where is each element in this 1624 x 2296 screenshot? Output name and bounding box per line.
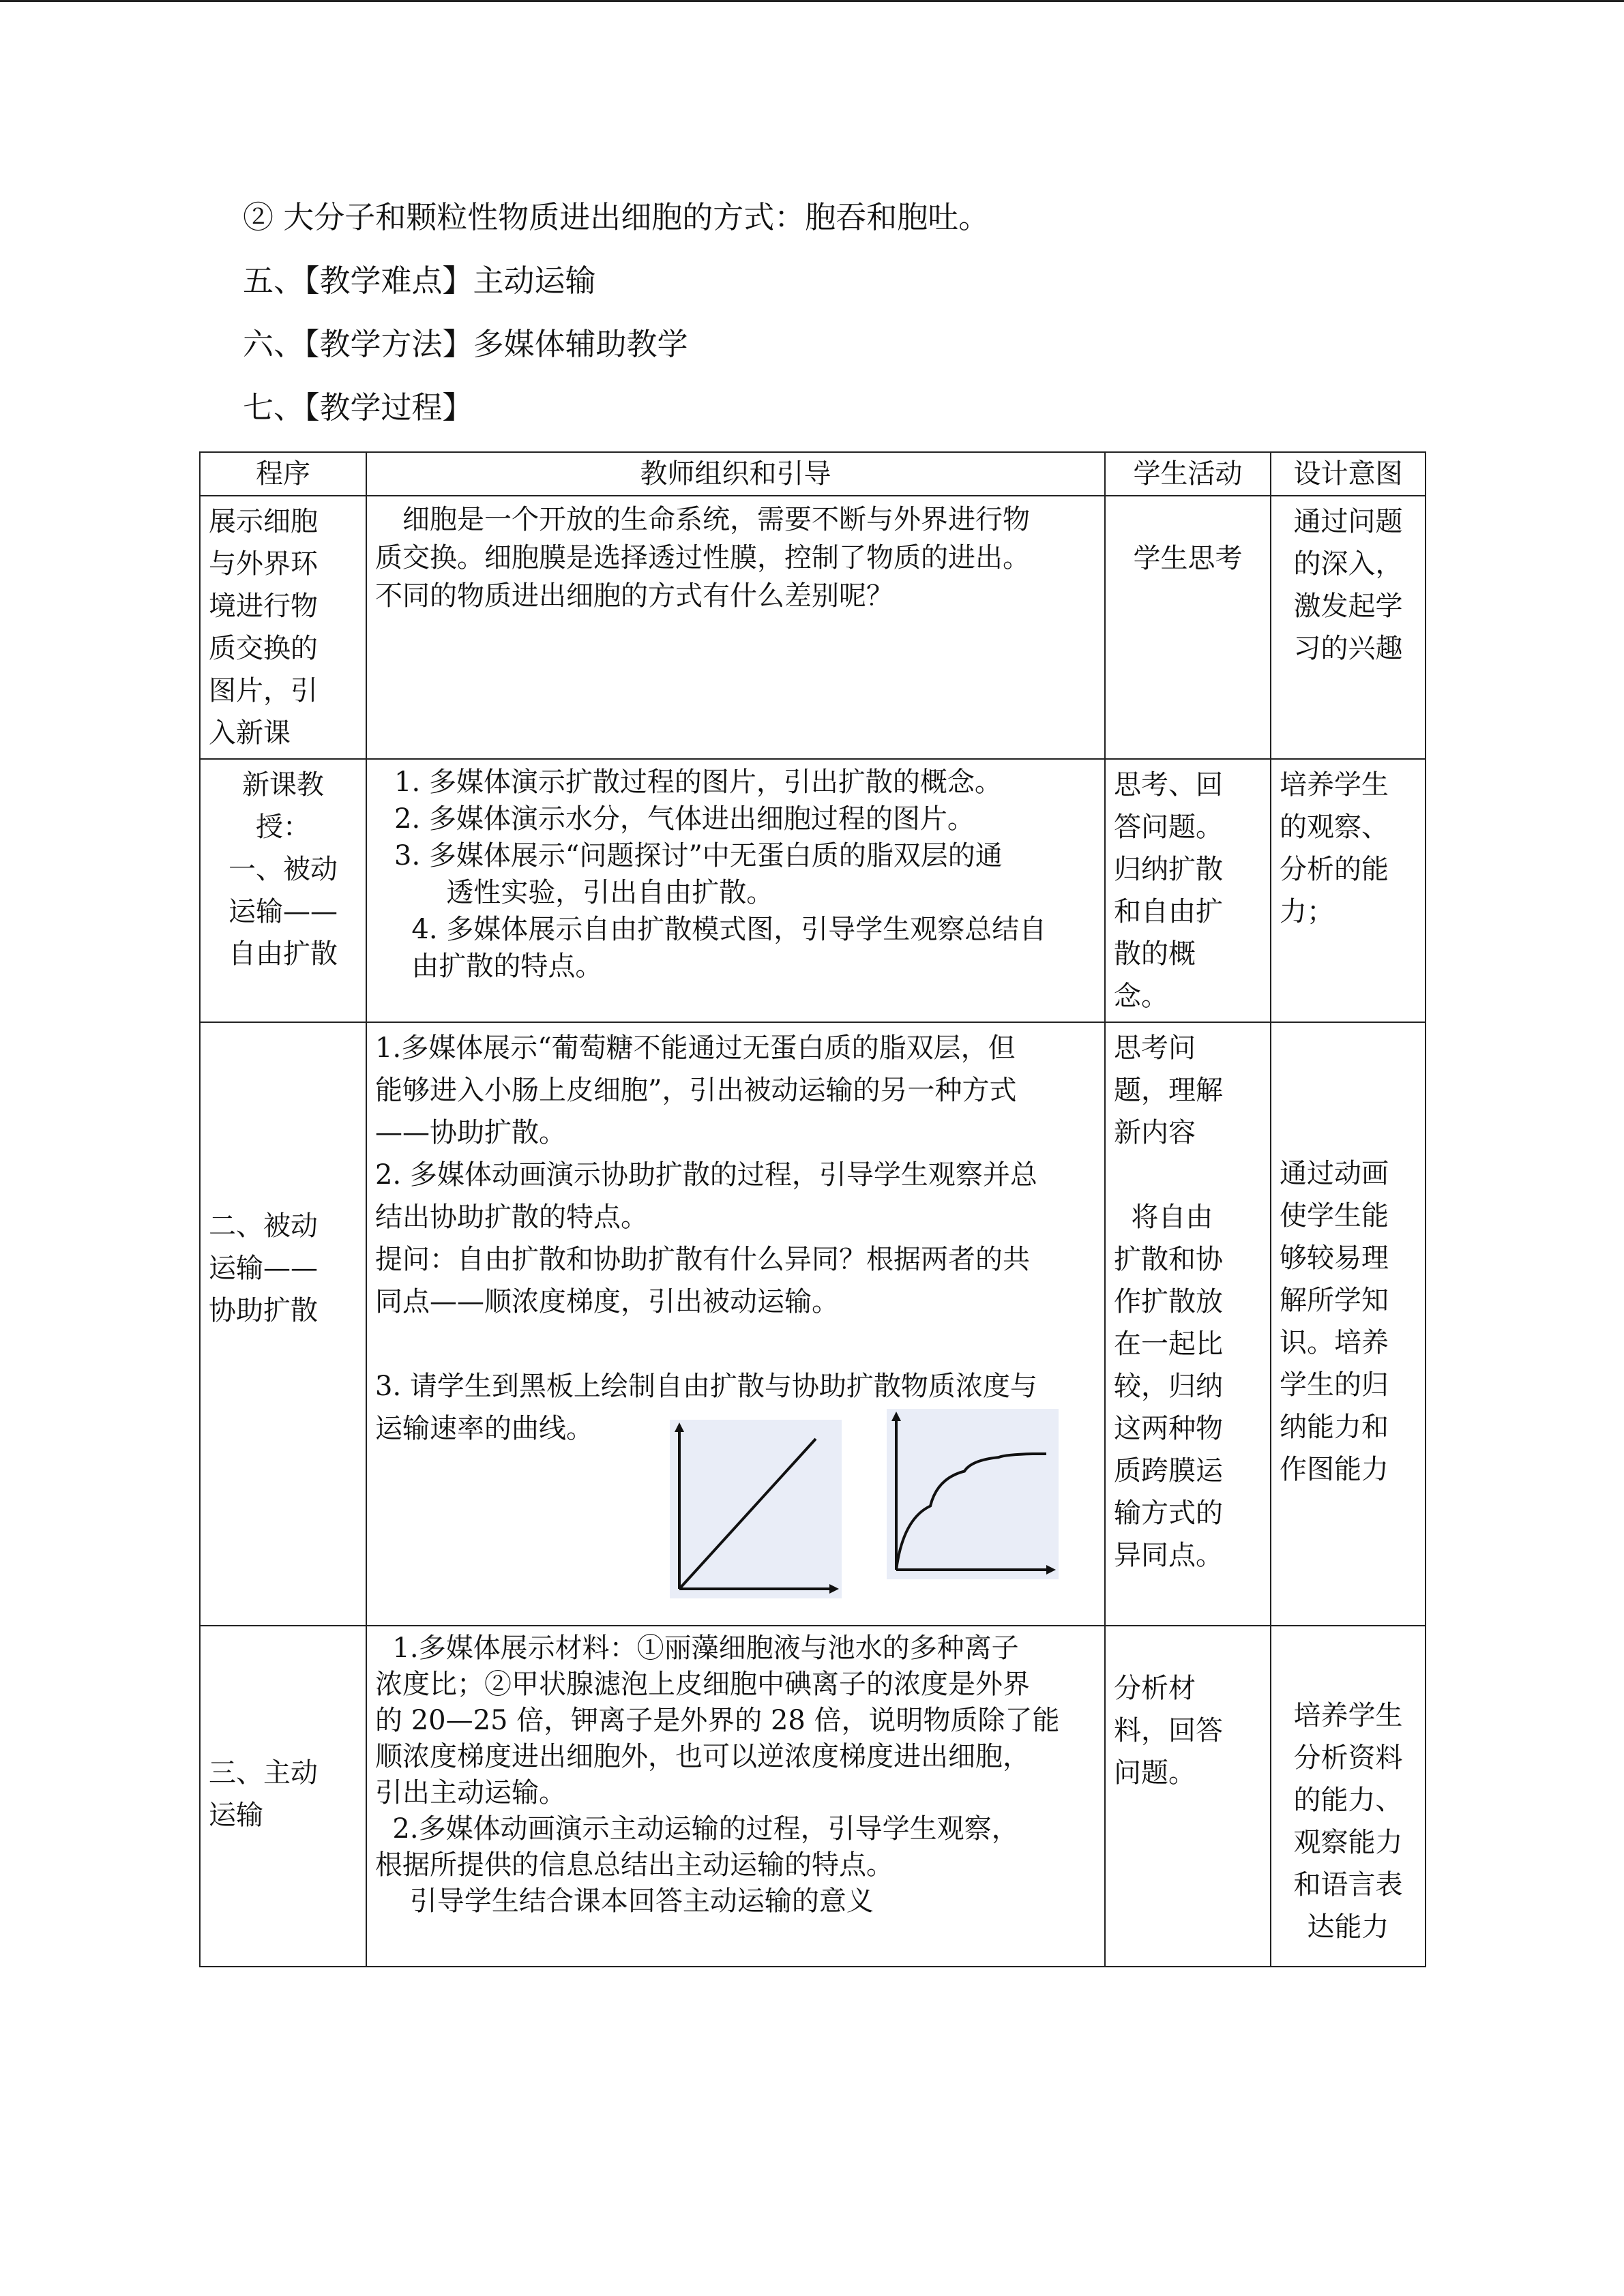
header-student: 学生活动 <box>1105 452 1271 496</box>
row1-teacher: 细胞是一个开放的生命系统，需要不断与外界进行物 质交换。细胞膜是选择透过性膜，控制了物质的进出。 不同的物质进出细胞的方式有什么差别呢？ <box>366 496 1105 759</box>
table-row <box>200 1022 1426 1626</box>
process-heading: 七、【教学过程】 <box>243 389 473 426</box>
table-row <box>200 1626 1426 1967</box>
table-row <box>200 496 1426 759</box>
x-axis-arrow <box>829 1584 839 1594</box>
row4-teacher: 1.多媒体展示材料：①丽藻细胞液与池水的多种离子 浓度比；②甲状腺滤泡上皮细胞中碘离子的浓度是外界 的 20—25 倍，钾离子是外界的 28 倍，说明物质除了能 顺浓度梯度进出细胞外，也可以逆浓度梯度进出细胞， 引出主动运输。 2.多媒体动画演示主动运输的过程，引导学生观察， 根据所提供的信息总结出主动运输的特点。 引导学生结合课本回答主动运输的意义 <box>366 1626 1105 1967</box>
row1-intent: 通过问题 的深入， 激发起学 习的兴趣 <box>1271 496 1426 759</box>
page-top-border <box>0 0 1624 2</box>
header-step: 程序 <box>200 452 366 496</box>
row2-teacher: 1. 多媒体演示扩散过程的图片，引出扩散的概念。 2. 多媒体演示水分，气体进出细胞过程的图片。 3. 多媒体展示“问题探讨”中无蛋白质的脂双层的通 透性实验，引出自由扩散。 4. 多媒体展示自由扩散模式图，引导学生观察总结自 由扩散的特点。 <box>366 759 1105 1022</box>
free-diffusion-chart <box>670 1420 842 1598</box>
table-row <box>200 759 1426 1022</box>
y-axis-arrow <box>675 1422 684 1432</box>
difficulty-heading: 五、【教学难点】主动运输 <box>243 263 596 299</box>
row3-step: 二、被动 运输—— 协助扩散 <box>200 1022 366 1626</box>
row1-step: 展示细胞 与外界环 境进行物 质交换的 图片，引 入新课 <box>200 496 366 759</box>
method-heading: 六、【教学方法】多媒体辅助教学 <box>243 326 688 362</box>
row4-student: 分析材 料，回答 问题。 <box>1105 1626 1271 1967</box>
row3-student: 思考问 题，理解 新内容 将自由 扩散和协 作扩散放 在一起比 较，归纳 这两种物 质跨膜运 输方式的 异同点。 <box>1105 1022 1271 1626</box>
row4-step: 三、主动 运输 <box>200 1626 366 1967</box>
row3-teacher: 1.多媒体展示“葡萄糖不能通过无蛋白质的脂双层，但 能够进入小肠上皮细胞”，引出被动运输的另一种方式 ——协助扩散。 2. 多媒体动画演示协助扩散的过程，引导学生观察并总 结出协助扩散的特点。 提问：自由扩散和协助扩散有什么异同？根据两者的共 同点——顺浓度梯度，引出被动运输。 3. 请学生到黑板上绘制自由扩散与协助扩散物质浓度与 运输速率的曲线。 <box>366 1022 1105 1626</box>
header-intent: 设计意图 <box>1271 452 1426 496</box>
facilitated-diffusion-chart <box>887 1409 1059 1579</box>
series-line <box>896 1454 1046 1570</box>
row2-student: 思考、回 答问题。 归纳扩散 和自由扩 散的概 念。 <box>1105 759 1271 1022</box>
row2-step: 新课教 授： 一、被动 运输—— 自由扩散 <box>200 759 366 1022</box>
teaching-process-table <box>199 451 1426 1967</box>
row4-intent: 培养学生 分析资料 的能力、 观察能力 和语言表 达能力 <box>1271 1626 1426 1967</box>
x-axis-arrow <box>1046 1565 1056 1575</box>
table-header-row <box>200 452 1426 496</box>
intro-line-1: ② 大分子和颗粒性物质进出细胞的方式：胞吞和胞吐。 <box>243 199 990 235</box>
header-teacher: 教师组织和引导 <box>366 452 1105 496</box>
row3-intent: 通过动画 使学生能 够较易理 解所学知 识。培养 学生的归 纳能力和 作图能力 <box>1271 1022 1426 1626</box>
row1-student: 学生思考 <box>1105 496 1271 759</box>
y-axis-arrow <box>891 1412 901 1421</box>
row2-intent: 培养学生 的观察、 分析的能 力； <box>1271 759 1426 1022</box>
series-line <box>679 1439 816 1589</box>
curve-charts <box>375 1409 1096 1613</box>
